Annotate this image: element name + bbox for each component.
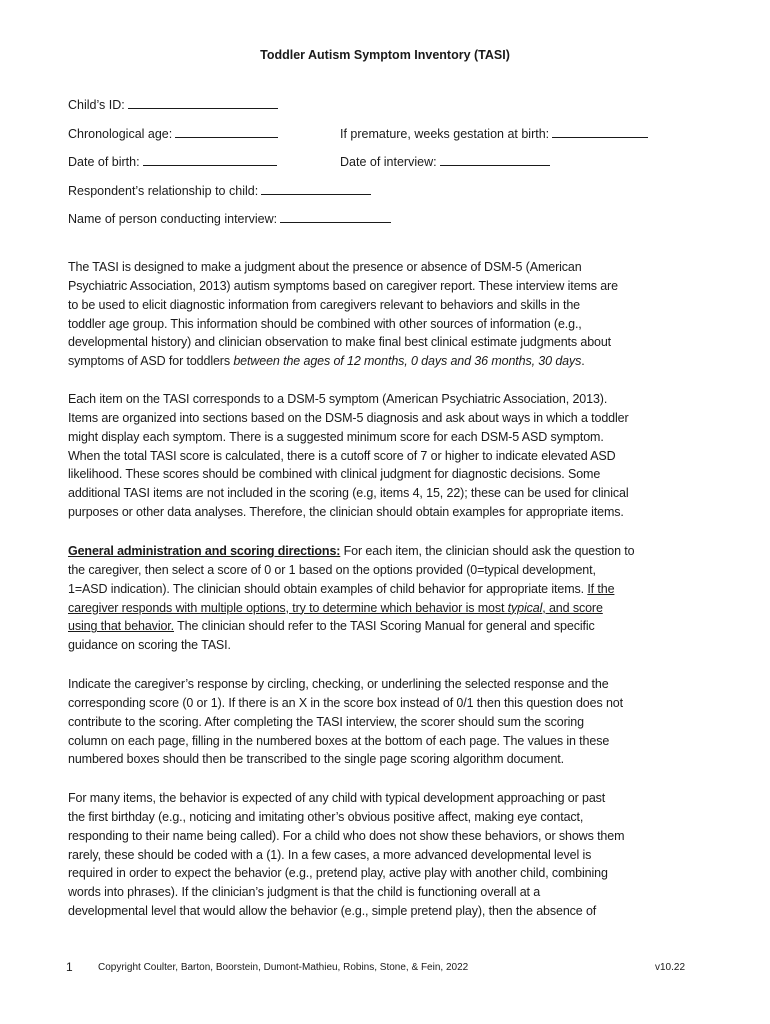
paragraph-line bbox=[68, 617, 708, 636]
intro-paragraph bbox=[68, 258, 708, 371]
behavior-paragraph bbox=[68, 789, 708, 921]
paragraph-line bbox=[68, 542, 708, 561]
underlined-text: If the bbox=[587, 581, 615, 596]
chronological-age-blank[interactable] bbox=[175, 124, 278, 138]
interviewer-label: Name of person conducting interview: bbox=[68, 212, 278, 226]
age-range-italic: between the ages of 12 months, 0 days and 36 months, 30 days bbox=[233, 354, 582, 369]
page-number: 1 bbox=[66, 960, 73, 974]
underlined-text: using that behavior. bbox=[68, 619, 175, 634]
premature-field bbox=[340, 124, 648, 142]
paragraph-line: the first birthday (e.g., noticing and imitating other’s obvious positive affect, making eye contact, bbox=[68, 809, 584, 824]
paragraph-line: guidance on scoring the TASI. bbox=[68, 638, 231, 653]
copyright-notice: Copyright Coulter, Barton, Boorstein, Dumont-Mathieu, Robins, Stone, & Fein, 2022 bbox=[98, 962, 469, 973]
paragraph-line: Indicate the caregiver’s response by circling, checking, or underlining the selected response and the bbox=[68, 677, 609, 691]
response-paragraph bbox=[68, 675, 708, 769]
respondent-label: Respondent’s relationship to child: bbox=[68, 184, 259, 198]
paragraph-line: the caregiver, then select a score of 0 or 1 based on the options provided (0=typical development, bbox=[68, 562, 596, 577]
paragraph-line: developmental history) and clinician observation to make final best clinical estimate judgments about bbox=[68, 335, 612, 350]
paragraph-line: toddler age group. This information should be combined with other sources of information (e.g., bbox=[68, 316, 582, 331]
paragraph-line: contribute to the scoring. After completing the TASI interview, the scorer should sum the scoring bbox=[68, 714, 584, 729]
date-of-interview-label: Date of interview: bbox=[340, 155, 437, 169]
date-of-interview-blank[interactable] bbox=[440, 152, 550, 166]
interviewer-field bbox=[68, 209, 391, 227]
date-of-birth-label: Date of birth: bbox=[68, 155, 140, 169]
paragraph-line: might display each symptom. There is a suggested minimum score for each DSM-5 ASD symptom. bbox=[68, 429, 604, 444]
paragraph-line: Psychiatric Association, 2013) autism symptoms based on caregiver report. These interview items are bbox=[68, 278, 618, 293]
version-label: v10.22 bbox=[655, 962, 686, 973]
premature-label: If premature, weeks gestation at birth: bbox=[340, 127, 550, 141]
paragraph-line: column on each page, filling in the numbered boxes at the bottom of each page. The values in these bbox=[68, 733, 610, 748]
line-text: The clinician should refer to the TASI Scoring Manual for general and specific bbox=[174, 619, 595, 634]
childs-id-blank[interactable] bbox=[128, 95, 278, 109]
paragraph-line bbox=[68, 599, 708, 618]
items-paragraph bbox=[68, 390, 708, 522]
paragraph-line: Items are organized into sections based on the DSM-5 diagnosis and ask about ways in which a toddler bbox=[68, 410, 629, 425]
directions-heading: General administration and scoring directions: bbox=[68, 544, 341, 558]
underlined-text: caregiver responds with multiple options, try to determine which behavior is most bbox=[68, 600, 508, 615]
paragraph-line: corresponding score (0 or 1). If there is an X in the score box instead of 0/1 then this question does not bbox=[68, 695, 623, 710]
line-text: . bbox=[581, 354, 585, 369]
childs-id-label: Child’s ID: bbox=[68, 98, 125, 112]
chronological-age-field bbox=[68, 124, 278, 142]
respondent-field bbox=[68, 181, 371, 199]
chronological-age-label: Chronological age: bbox=[68, 127, 173, 141]
childs-id-field bbox=[68, 95, 278, 113]
interviewer-blank[interactable] bbox=[280, 209, 391, 223]
underlined-text: , and score bbox=[542, 600, 603, 615]
paragraph-line: to be used to elicit diagnostic information from caregivers relevant to behaviors and skills in the bbox=[68, 297, 580, 312]
paragraph-line: developmental level that would allow the behavior (e.g., simple pretend play), then the absence of bbox=[68, 904, 597, 919]
line-text: symptoms of ASD for toddlers bbox=[68, 354, 234, 369]
paragraph-line: Each item on the TASI corresponds to a DSM-5 symptom (American Psychiatric Association, 2013). bbox=[68, 392, 608, 406]
date-of-birth-blank[interactable] bbox=[143, 152, 277, 166]
paragraph-line: words into phrases). If the clinician’s judgment is that the child is functioning overall at a bbox=[68, 885, 541, 900]
respondent-blank[interactable] bbox=[261, 181, 371, 195]
line-text: 1=ASD indication). The clinician should obtain examples of child behavior for appropriate items. bbox=[68, 581, 588, 596]
paragraph-line: The TASI is designed to make a judgment about the presence or absence of DSM-5 (American bbox=[68, 260, 582, 274]
paragraph-line bbox=[68, 352, 708, 371]
paragraph-line: numbered boxes should then be transcribed to the single page scoring algorithm document. bbox=[68, 752, 565, 767]
paragraph-line: When the total TASI score is calculated, there is a cutoff score of 7 or higher to indicate elevated ASD bbox=[68, 448, 616, 463]
paragraph-line: required in order to expect the behavior (e.g., pretend play, active play with another child, combining bbox=[68, 866, 608, 881]
premature-blank[interactable] bbox=[552, 124, 648, 138]
paragraph-line: rarely, these should be coded with a (1). In a few cases, a more advanced developmental level is bbox=[68, 847, 592, 862]
paragraph-line: additional TASI items are not included in the scoring (e.g, items 4, 15, 22); these can be used for clinical bbox=[68, 486, 629, 501]
paragraph-line: purposes or other data analyses. Therefore, the clinician should obtain examples for appropriate items. bbox=[68, 505, 624, 520]
date-of-interview-field bbox=[340, 152, 550, 170]
line-text: For each item, the clinician should ask the question to bbox=[340, 544, 635, 558]
paragraph-line: likelihood. These scores should be combined with clinical judgment for diagnostic decisions. Some bbox=[68, 467, 601, 482]
typical-emphasis: typical bbox=[507, 600, 543, 615]
directions-paragraph bbox=[68, 542, 708, 655]
paragraph-line bbox=[68, 580, 708, 599]
date-of-birth-field bbox=[68, 152, 277, 170]
paragraph-line: responding to their name being called). For a child who does not show these behaviors, or shows them bbox=[68, 828, 625, 843]
paragraph-line: For many items, the behavior is expected of any child with typical development approaching or past bbox=[68, 791, 606, 805]
document-title: Toddler Autism Symptom Inventory (TASI) bbox=[260, 48, 510, 62]
